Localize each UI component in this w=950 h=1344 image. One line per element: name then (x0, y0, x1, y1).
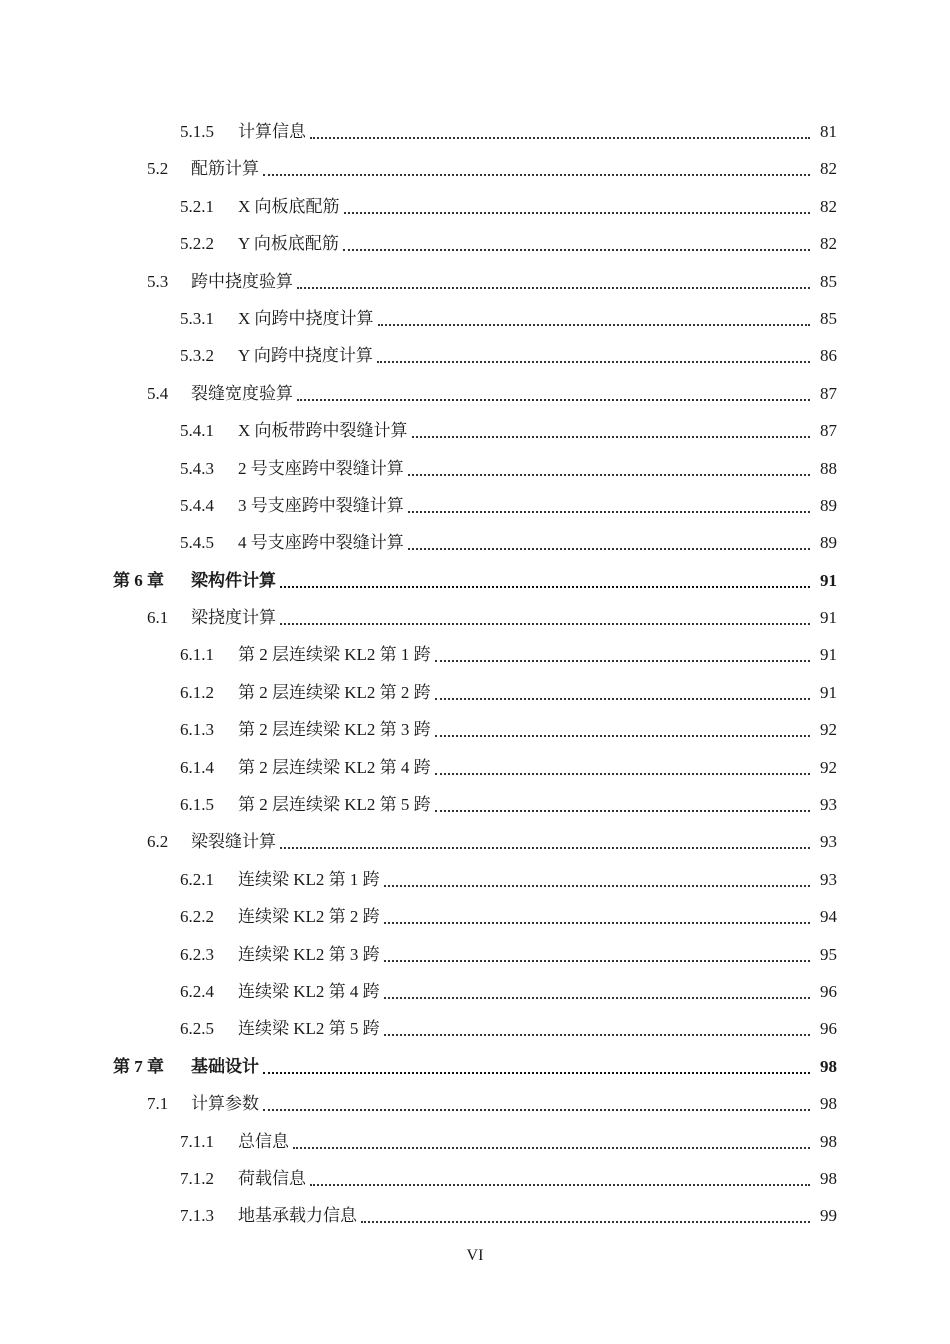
toc-dot-leader (408, 511, 810, 513)
toc-entry-page: 87 (820, 421, 837, 441)
toc-entry-number: 7.1 (147, 1094, 169, 1114)
toc-subsection-entry[interactable] (0, 711, 950, 748)
toc-entry-title: 连续梁 KL2 第 3 跨 (238, 944, 380, 964)
toc-entry-title: X 向板带跨中裂缝计算 (238, 421, 408, 441)
toc-entry-title: 第 2 层连续梁 KL2 第 1 跨 (238, 645, 431, 665)
toc-entry-title: 第 2 层连续梁 KL2 第 4 跨 (238, 757, 431, 777)
toc-section-entry[interactable] (0, 375, 950, 412)
toc-dot-leader (344, 212, 810, 214)
toc-dot-leader (297, 287, 810, 289)
toc-entry-page: 92 (820, 757, 837, 777)
toc-entry-page: 98 (820, 1094, 837, 1114)
toc-dot-leader (280, 623, 810, 625)
toc-entry-title: 梁裂缝计算 (191, 832, 276, 852)
toc-section-entry[interactable] (0, 263, 950, 300)
toc-subsection-entry[interactable] (0, 300, 950, 337)
toc-dot-leader (384, 885, 810, 887)
toc-entry-title: 3 号支座跨中裂缝计算 (238, 495, 404, 515)
toc-entry-number: 6.2.4 (180, 981, 214, 1001)
toc-subsection-entry[interactable] (0, 861, 950, 898)
toc-entry-number: 6.2.5 (180, 1019, 214, 1039)
toc-subsection-entry[interactable] (0, 636, 950, 673)
toc-entry-number: 7.1.3 (180, 1206, 214, 1226)
toc-subsection-entry[interactable] (0, 524, 950, 561)
toc-dot-leader (263, 1072, 810, 1074)
toc-dot-leader (293, 1147, 810, 1149)
toc-entry-number: 6.1.4 (180, 757, 214, 777)
toc-dot-leader (412, 436, 810, 438)
toc-entry-page: 82 (820, 234, 837, 254)
toc-entry-number: 5.4 (147, 383, 169, 403)
toc-entry-page: 98 (820, 1131, 837, 1151)
toc-entry-title: 计算信息 (238, 122, 306, 141)
toc-subsection-entry[interactable] (0, 1160, 950, 1197)
toc-entry-title: 第 2 层连续梁 KL2 第 2 跨 (238, 682, 431, 702)
toc-entry-number: 6.1.2 (180, 682, 214, 702)
toc-entry-title: 地基承载力信息 (238, 1206, 357, 1226)
toc-entry-page: 82 (820, 196, 837, 216)
toc-entry-number: 5.4.5 (180, 533, 214, 553)
page-number: VI (466, 1247, 484, 1264)
toc-entry-number: 5.4.3 (180, 458, 214, 478)
toc-chapter-entry[interactable] (0, 1048, 950, 1085)
toc-entry-page: 81 (820, 122, 837, 141)
toc-dot-leader (280, 847, 810, 849)
toc-entry-page: 89 (820, 533, 837, 553)
toc-section-entry[interactable] (0, 150, 950, 187)
toc-entry-page: 94 (820, 907, 837, 927)
toc-subsection-entry[interactable] (0, 337, 950, 374)
toc-entry-page: 93 (820, 832, 837, 852)
toc-entry-title: 连续梁 KL2 第 4 跨 (238, 981, 380, 1001)
toc-entry-number: 5.1.5 (180, 122, 214, 141)
toc-subsection-entry[interactable] (0, 412, 950, 449)
toc-entry-number: 第 6 章 (113, 570, 164, 590)
toc-entry-number: 6.1.1 (180, 645, 214, 665)
toc-entry-page: 98 (820, 1056, 837, 1076)
toc-entry-page: 91 (820, 570, 837, 590)
toc-subsection-entry[interactable] (0, 786, 950, 823)
toc-entry-page: 86 (820, 346, 837, 366)
toc-subsection-entry[interactable] (0, 1010, 950, 1047)
toc-entry-title: 总信息 (238, 1131, 289, 1151)
toc-entry-title: 裂缝宽度验算 (191, 383, 293, 403)
toc-dot-leader (435, 660, 810, 662)
toc-entry-title: 第 2 层连续梁 KL2 第 5 跨 (238, 795, 431, 815)
toc-entry-number: 5.4.4 (180, 495, 214, 515)
toc-entry-page: 99 (820, 1206, 837, 1226)
toc-dot-leader (408, 548, 810, 550)
toc-subsection-entry[interactable] (0, 113, 950, 150)
toc-entry-number: 5.2.2 (180, 234, 214, 254)
toc-subsection-entry[interactable] (0, 749, 950, 786)
toc-entry-title: 计算参数 (191, 1094, 259, 1114)
toc-subsection-entry[interactable] (0, 1197, 950, 1234)
toc-subsection-entry[interactable] (0, 973, 950, 1010)
toc-entry-page: 96 (820, 981, 837, 1001)
toc-entry-title: 跨中挠度验算 (191, 271, 293, 291)
toc-entry-page: 88 (820, 458, 837, 478)
toc-entry-page: 91 (820, 645, 837, 665)
toc-dot-leader (378, 324, 810, 326)
toc-entry-number: 5.2.1 (180, 196, 214, 216)
toc-dot-leader (435, 698, 810, 700)
toc-dot-leader (297, 399, 810, 401)
toc-entry-page: 95 (820, 944, 837, 964)
table-of-contents (0, 113, 950, 1235)
toc-dot-leader (408, 474, 810, 476)
toc-entry-title: X 向板底配筋 (238, 196, 340, 216)
toc-entry-title: X 向跨中挠度计算 (238, 308, 374, 328)
toc-dot-leader (361, 1221, 810, 1223)
toc-entry-number: 5.3.1 (180, 308, 214, 328)
toc-dot-leader (343, 249, 810, 251)
toc-entry-page: 82 (820, 159, 837, 179)
toc-entry-title: 配筋计算 (191, 159, 259, 179)
toc-dot-leader (280, 586, 810, 588)
toc-subsection-entry[interactable] (0, 450, 950, 487)
toc-dot-leader (435, 773, 810, 775)
toc-subsection-entry[interactable] (0, 898, 950, 935)
toc-entry-number: 6.1.5 (180, 795, 214, 815)
toc-entry-title: 基础设计 (191, 1056, 259, 1076)
toc-entry-page: 92 (820, 720, 837, 740)
toc-entry-page: 89 (820, 495, 837, 515)
toc-entry-page: 87 (820, 383, 837, 403)
toc-entry-number: 5.3.2 (180, 346, 214, 366)
toc-dot-leader (310, 137, 810, 139)
toc-entry-page: 98 (820, 1168, 837, 1188)
toc-dot-leader (435, 735, 810, 737)
toc-entry-number: 5.2 (147, 159, 169, 179)
toc-entry-number: 6.2.2 (180, 907, 214, 927)
toc-entry-title: 4 号支座跨中裂缝计算 (238, 533, 404, 553)
toc-dot-leader (435, 810, 810, 812)
toc-entry-title: 2 号支座跨中裂缝计算 (238, 458, 404, 478)
toc-section-entry[interactable] (0, 599, 950, 636)
toc-dot-leader (384, 922, 810, 924)
toc-entry-number: 5.4.1 (180, 421, 214, 441)
toc-entry-page: 91 (820, 608, 837, 628)
toc-entry-number: 7.1.2 (180, 1168, 214, 1188)
toc-entry-page: 93 (820, 869, 837, 889)
toc-entry-title: 第 2 层连续梁 KL2 第 3 跨 (238, 720, 431, 740)
toc-section-entry[interactable] (0, 1085, 950, 1122)
toc-dot-leader (384, 960, 810, 962)
toc-entry-number: 6.2.3 (180, 944, 214, 964)
toc-subsection-entry[interactable] (0, 674, 950, 711)
toc-dot-leader (310, 1184, 810, 1186)
toc-entry-number: 6.1.3 (180, 720, 214, 740)
toc-entry-number: 6.1 (147, 608, 169, 628)
toc-entry-page: 91 (820, 682, 837, 702)
toc-entry-page: 85 (820, 271, 837, 291)
toc-section-entry[interactable] (0, 823, 950, 860)
toc-entry-page: 96 (820, 1019, 837, 1039)
toc-subsection-entry[interactable] (0, 1123, 950, 1160)
toc-dot-leader (384, 997, 810, 999)
toc-subsection-entry[interactable] (0, 225, 950, 262)
toc-entry-number: 第 7 章 (113, 1056, 164, 1076)
toc-dot-leader (263, 174, 810, 176)
toc-dot-leader (384, 1034, 810, 1036)
toc-entry-title: Y 向跨中挠度计算 (238, 346, 373, 366)
toc-entry-title: 连续梁 KL2 第 1 跨 (238, 869, 380, 889)
toc-entry-title: 连续梁 KL2 第 2 跨 (238, 907, 380, 927)
toc-entry-title: 连续梁 KL2 第 5 跨 (238, 1019, 380, 1039)
toc-dot-leader (377, 361, 810, 363)
toc-dot-leader (263, 1109, 810, 1111)
toc-entry-title: Y 向板底配筋 (238, 234, 339, 254)
toc-entry-title: 梁构件计算 (191, 570, 276, 590)
toc-entry-number: 5.3 (147, 271, 169, 291)
toc-entry-number: 6.2.1 (180, 869, 214, 889)
toc-entry-page: 93 (820, 795, 837, 815)
toc-subsection-entry[interactable] (0, 487, 950, 524)
toc-entry-page: 85 (820, 308, 837, 328)
toc-entry-title: 梁挠度计算 (191, 608, 276, 628)
toc-subsection-entry[interactable] (0, 188, 950, 225)
toc-entry-title: 荷载信息 (238, 1168, 306, 1188)
toc-entry-number: 7.1.1 (180, 1131, 214, 1151)
toc-entry-number: 6.2 (147, 832, 169, 852)
toc-chapter-entry[interactable] (0, 562, 950, 599)
toc-subsection-entry[interactable] (0, 936, 950, 973)
